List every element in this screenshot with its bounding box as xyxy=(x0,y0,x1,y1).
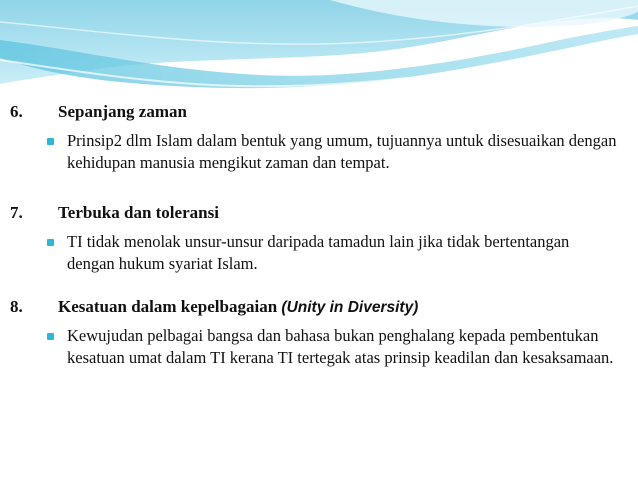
bullet-text: Kewujudan pelbagai bangsa dan bahasa bukan penghalang kepada pembentukan kesatuan umat dalam TI kerana TI tertegak atas prinsip keadilan dan kesaksamaan. xyxy=(67,326,614,367)
bullet-icon xyxy=(47,333,54,340)
section-heading-8 xyxy=(10,297,418,317)
section-title: Terbuka dan toleransi xyxy=(58,203,219,222)
section-heading-6 xyxy=(10,102,187,122)
bullet-item-7 xyxy=(47,231,617,275)
section-number: 7. xyxy=(10,203,23,222)
bullet-text: Prinsip2 dlm Islam dalam bentuk yang umum, tujuannya untuk disesuaikan dengan kehidupan manusia mengikut zaman dan tempat. xyxy=(67,131,617,172)
bullet-item-8 xyxy=(47,325,617,369)
section-number: 6. xyxy=(10,102,23,121)
section-title: Sepanjang zaman xyxy=(58,102,187,121)
bullet-text: TI tidak menolak unsur-unsur daripada tamadun lain jika tidak bertentangan dengan hukum syariat Islam. xyxy=(67,232,570,273)
bullet-item-6 xyxy=(47,130,617,174)
section-heading-7 xyxy=(10,203,219,223)
section-title-english: (Unity in Diversity) xyxy=(281,299,419,316)
section-title: Kesatuan dalam kepelbagaian xyxy=(58,297,282,316)
section-number: 8. xyxy=(10,297,23,316)
bullet-icon xyxy=(47,138,54,145)
bullet-icon xyxy=(47,239,54,246)
